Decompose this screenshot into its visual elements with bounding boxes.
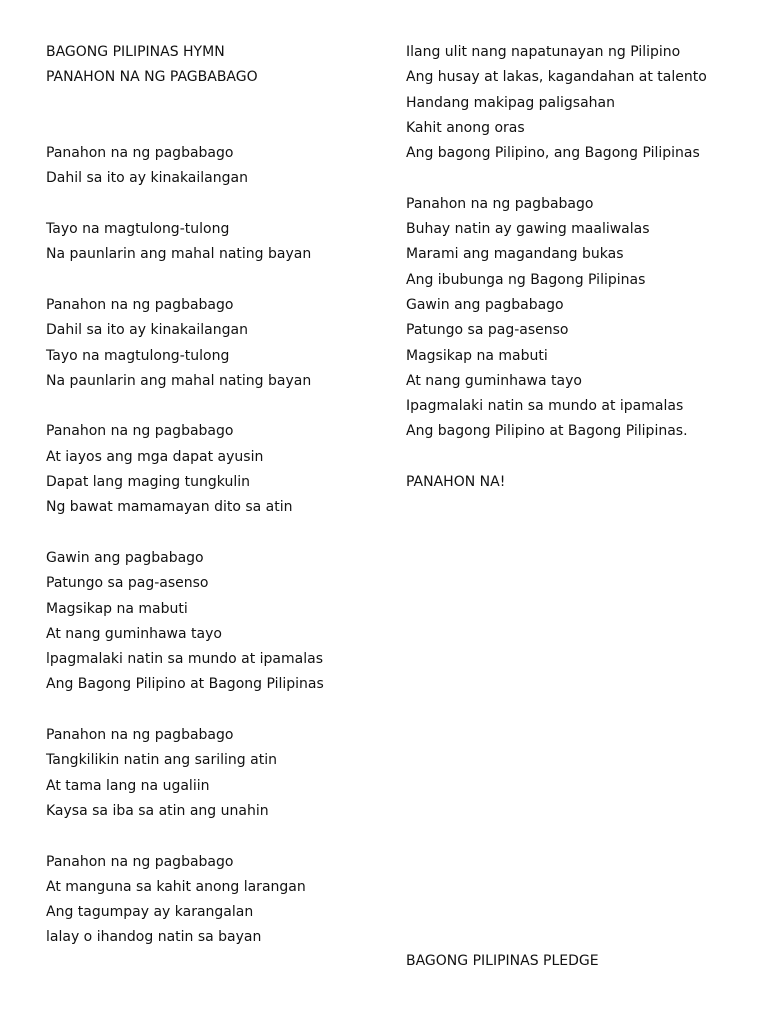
lyric-line: Dapat lang maging tungkulin: [46, 474, 250, 491]
lyric-line: Tayo na magtulong-tulong: [46, 347, 230, 364]
lyric-line: Ang ibubunga ng Bagong Pilipinas: [406, 271, 646, 288]
blank-line: [46, 116, 386, 141]
lyric-line: Panahon na ng pagbabago: [46, 423, 234, 440]
lyric-line: Panahon na ng pagbabago: [46, 145, 234, 162]
pledge-heading: BAGONG PILIPINAS PLEDGE: [406, 953, 599, 969]
lyric-line: Panahon na ng pagbabago: [46, 296, 234, 313]
lyric-line: At nang guminhawa tayo: [406, 372, 582, 389]
blank-line: [46, 521, 386, 546]
lyric-line: Ang tagumpay ay karangalan: [46, 904, 254, 921]
lyric-line: BAGONG PILIPINAS HYMN: [46, 44, 225, 60]
lyric-line: At iayos ang mga dapat ayusin: [46, 448, 264, 465]
lyric-line: Magsikap na mabuti: [46, 600, 188, 617]
lyric-line: Panahon na ng pagbabago: [46, 727, 234, 744]
lyric-line: Ang husay at lakas, kagandahan at talento: [406, 69, 707, 86]
lyric-line: Kaysa sa iba sa atin ang unahin: [46, 802, 269, 819]
lyric-line: Gawin ang pagbabago: [406, 296, 564, 313]
lyric-line: At nang guminhawa tayo: [46, 625, 222, 642]
blank-line: [406, 166, 746, 191]
lyric-line: Dahil sa ito ay kinakailangan: [46, 170, 248, 187]
lyric-line: Ipagmalaki natin sa mundo at ipamalas: [406, 398, 684, 415]
blank-line: [46, 91, 386, 116]
hymn-right-column: [406, 40, 746, 495]
blank-line: [406, 445, 746, 470]
lyric-line: Ang bagong Pilipino at Bagong Pilipinas.: [406, 423, 688, 440]
lyric-line: Tayo na magtulong-tulong: [46, 221, 230, 238]
lyric-line: Na paunlarin ang mahal nating bayan: [46, 246, 312, 263]
lyric-line: Gawin ang pagbabago: [46, 549, 204, 566]
blank-line: [46, 394, 386, 419]
blank-line: [46, 824, 386, 849]
lyric-line: Kahit anong oras: [406, 119, 525, 136]
lyric-line: Ng bawat mamamayan dito sa atin: [46, 499, 293, 516]
lyric-line: Patungo sa pag-asenso: [46, 575, 209, 592]
lyric-line: At manguna sa kahit anong larangan: [46, 878, 306, 895]
lyric-line: Panahon na ng pagbabago: [46, 853, 234, 870]
lyric-line: Panahon na ng pagbabago: [406, 195, 594, 212]
lyric-line: Ang bagong Pilipino, ang Bagong Pilipinas: [406, 145, 700, 162]
lyric-line: Marami ang magandang bukas: [406, 246, 624, 263]
lyric-line: PANAHON NA NG PAGBABAGO: [46, 69, 258, 86]
lyric-line: lpagmalaki natin sa mundo at ipamalas: [46, 651, 323, 668]
blank-line: [46, 192, 386, 217]
lyric-line: Dahil sa ito ay kinakailangan: [46, 322, 248, 339]
lyric-line: Na paunlarin ang mahal nating bayan: [46, 372, 312, 389]
lyric-line: Magsikap na mabuti: [406, 347, 548, 364]
lyric-line: lalay o ihandog natin sa bayan: [46, 929, 262, 946]
hymn-left-column: [46, 40, 386, 951]
lyric-line: PANAHON NA!: [406, 474, 506, 491]
lyric-line: Buhay natin ay gawing maaliwalas: [406, 221, 650, 238]
blank-line: [46, 268, 386, 293]
lyric-line: Tangkilikin natin ang sariling atin: [46, 752, 277, 769]
lyric-line: Patungo sa pag-asenso: [406, 322, 569, 339]
lyric-line: Ang Bagong Pilipino at Bagong Pilipinas: [46, 676, 324, 693]
lyric-line: At tama lang na ugaliin: [46, 777, 210, 794]
lyric-line: Handang makipag paligsahan: [406, 94, 616, 111]
blank-line: [46, 698, 386, 723]
lyric-line: Ilang ulit nang napatunayan ng Pilipino: [406, 44, 681, 60]
